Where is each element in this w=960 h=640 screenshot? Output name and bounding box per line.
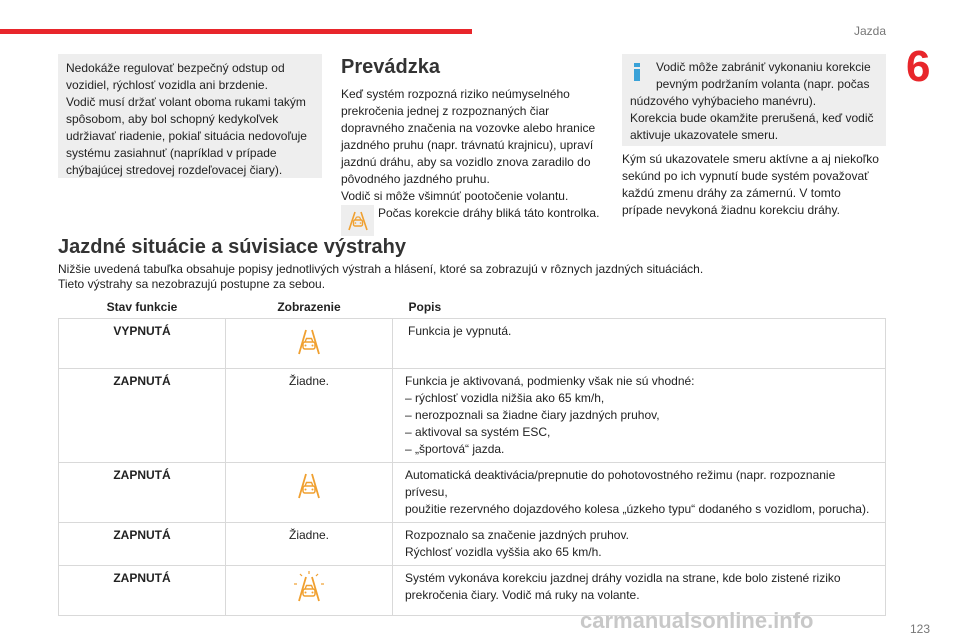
- operation-section: [341, 54, 607, 236]
- description-line: Rozpoznalo sa značenie jazdných pruhov.: [405, 528, 629, 542]
- lane-keeping-icon: [341, 205, 374, 236]
- chapter-number: 6: [906, 42, 931, 91]
- condition-list: [405, 390, 879, 458]
- warning-line: vozidiel, rýchlosť vozidla ani brzdenie.: [66, 78, 268, 92]
- lane-warning-icon: [291, 467, 327, 503]
- table-row: [59, 319, 886, 369]
- list-item: – rýchlosť vozidla nižšia ako 65 km/h,: [405, 390, 879, 407]
- operation-line: jazdného pruhu (napr. trávnatú krajnicu), upraví: [341, 138, 594, 152]
- operation-line: pôvodného jazdného pruhu.: [341, 172, 490, 186]
- table-row: [59, 523, 886, 566]
- warning-line: Nedokáže regulovať bezpečný odstup od: [66, 61, 285, 75]
- operation-title: Prevádzka: [341, 56, 440, 78]
- display-cell: [226, 319, 393, 369]
- indicator-row: [341, 205, 607, 236]
- situations-table: [58, 296, 886, 616]
- situations-intro: [58, 262, 878, 292]
- description-cell: [393, 523, 886, 566]
- display-cell: [226, 566, 393, 616]
- column-header-display: Zobrazenie: [277, 299, 341, 314]
- description-line: Funkcia je vypnutá.: [408, 324, 512, 338]
- operation-line: jazdnú dráhu, aby sa vozidlo znova zaradilo do: [341, 155, 591, 169]
- description-cell: [393, 319, 886, 369]
- list-item: – aktivoval sa systém ESC,: [405, 424, 879, 441]
- info-box: [622, 54, 886, 146]
- info-line: núdzového vyhýbacieho manévru).: [630, 94, 817, 108]
- description-line: Funkcia je aktivovaná, podmienky však nie sú vhodné:: [405, 374, 695, 388]
- operation-line: prekročenia jednej z rozpoznaných čiar: [341, 104, 550, 118]
- watermark-text: carmanualsonline.info: [580, 608, 814, 633]
- header-accent-bar: [0, 29, 472, 34]
- page-number: 123: [909, 622, 930, 636]
- display-cell: Žiadne.: [226, 369, 393, 463]
- warning-line: spôsobom, aby bol schopný kedykoľvek: [66, 112, 279, 126]
- description-line: použitie rezervného dojazdového kolesa „úzkeho typu“ dodaného s vozidlom, porucha).: [405, 502, 870, 516]
- indicator-caption: Počas korekcie dráhy bliká táto kontrolka.: [378, 206, 600, 220]
- intro-line: Nižšie uvedená tabuľka obsahuje popisy jednotlivých výstrah a hlásení, ktoré sa zobrazujú v rôznych jazdných situáciách.: [58, 262, 704, 276]
- table-header-row: [59, 296, 886, 319]
- table-row: [59, 463, 886, 523]
- list-item: – „športová“ jazda.: [405, 441, 879, 458]
- description-cell: [393, 369, 886, 463]
- description-line: Rýchlosť vozidla vyššia ako 65 km/h.: [405, 545, 602, 559]
- turn-signal-line: sekúnd po ich vypnutí bude systém považovať: [622, 169, 869, 183]
- state-cell: ZAPNUTÁ: [59, 463, 226, 523]
- operation-line: Keď systém rozpozná riziko neúmyselného: [341, 87, 570, 101]
- section-title: Jazda: [853, 24, 886, 38]
- state-cell: ZAPNUTÁ: [59, 523, 226, 566]
- lane-correction-flashing-icon: [291, 570, 327, 606]
- table-row: [59, 369, 886, 463]
- lane-warning-icon: [291, 323, 327, 359]
- turn-signal-line: Kým sú ukazovatele smeru aktívne a aj niekoľko: [622, 152, 879, 166]
- situations-title: Jazdné situácie a súvisiace výstrahy: [58, 236, 406, 258]
- description-line: prekročenia čiary. Vodič má ruky na volante.: [405, 588, 640, 602]
- description-cell: [393, 463, 886, 523]
- info-line: Vodič môže zabrániť vykonaniu korekcie: [656, 60, 871, 74]
- intro-line: Tieto výstrahy sa nezobrazujú postupne za sebou.: [58, 277, 326, 291]
- operation-line: Vodič si môže všimnúť pootočenie volantu.: [341, 189, 569, 203]
- column-header-state: Stav funkcie: [106, 299, 178, 314]
- warning-line: Vodič musí držať volant oboma rukami takým: [66, 95, 306, 109]
- warning-line: systému zasiahnuť (napríklad v prípade: [66, 146, 277, 160]
- list-item: – nerozpoznali sa žiadne čiary jazdných pruhov,: [405, 407, 879, 424]
- column-header-description: Popis: [408, 299, 442, 314]
- warning-line: chýbajúcej stredovej rozdeľovacej čiary).: [66, 163, 283, 177]
- description-line: Systém vykonáva korekciu jazdnej dráhy vozidla na strane, kde bolo zistené riziko: [405, 571, 841, 585]
- warning-line: udržiavať riadenie, pokiaľ situácia nedovoľuje: [66, 129, 307, 143]
- state-cell: ZAPNUTÁ: [59, 369, 226, 463]
- info-icon: [632, 63, 642, 81]
- state-cell: VYPNUTÁ: [59, 319, 226, 369]
- state-cell: ZAPNUTÁ: [59, 566, 226, 616]
- info-line: aktivuje ukazovatele smeru.: [630, 128, 779, 142]
- display-cell: [226, 463, 393, 523]
- info-line: Korekcia bude okamžite prerušená, keď vodič: [630, 111, 874, 125]
- operation-line: dopravného značenia na vozovke alebo hranice: [341, 121, 596, 135]
- turn-signal-line: prípade nevykoná žiadnu korekciu dráhy.: [622, 203, 840, 217]
- warning-box: [58, 54, 322, 178]
- display-cell: Žiadne.: [226, 523, 393, 566]
- turn-signal-line: každú zmenu dráhy za zámernú. V tomto: [622, 186, 841, 200]
- turn-signal-paragraph: [622, 151, 888, 219]
- info-line: pevným podržaním volanta (napr. počas: [656, 77, 870, 91]
- description-line: Automatická deaktivácia/prepnutie do pohotovostného režimu (napr. rozpoznanie prívesu,: [405, 468, 836, 499]
